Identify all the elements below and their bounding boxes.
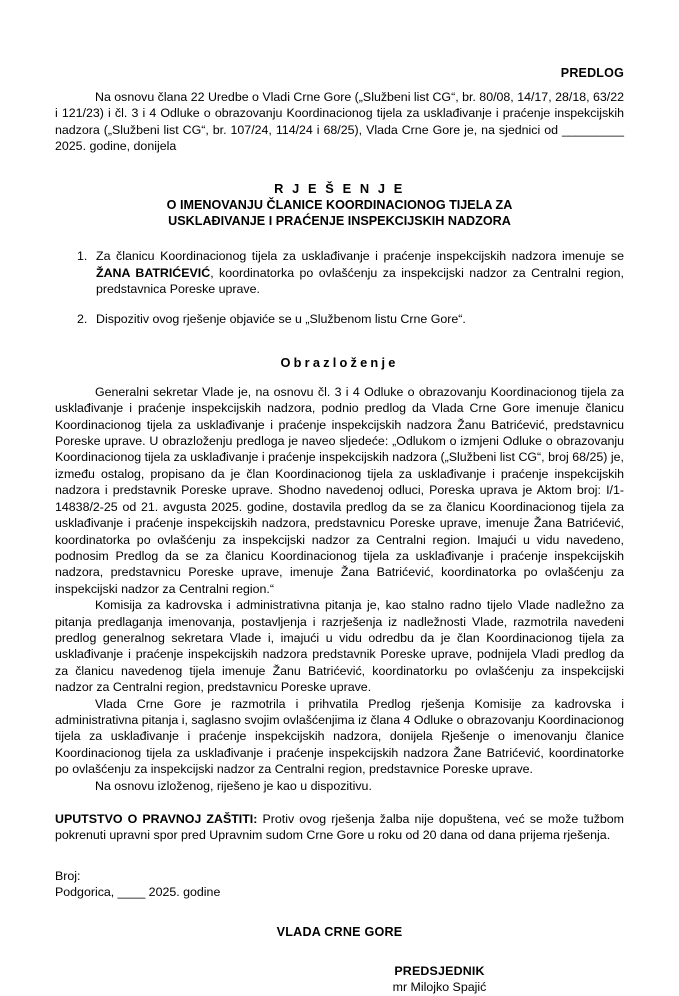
government-name: VLADA CRNE GORE [276, 925, 403, 940]
list-item [55, 311, 624, 327]
title-line-1: R J E Š E N J E [274, 180, 405, 196]
signature-title: PREDSJEDNIK [394, 964, 485, 979]
document-content [55, 0, 624, 996]
list-item-text-after: , koordinatorka po ovlašćenju za inspekcijski nadzor za Centralni region, predstavnica Poreske uprave. [96, 265, 624, 297]
document-number-label: Broj: [55, 868, 81, 883]
legal-notice-text: Protiv ovog rješenja žalba nije dopuštena, već se može tužbom pokrenuti upravni spor pred Upravnim sudom Crne Gore u roku od 20 dana od dana prijema rješenja. [55, 812, 625, 843]
list-item-number: 2. [77, 312, 88, 327]
spacer [55, 81, 624, 89]
signature-block [55, 963, 624, 996]
document-title [55, 181, 624, 230]
list-item [55, 248, 624, 297]
list-item-text: Dispozitiv ovog rješenje objaviće se u „Službenom listu Crne Gore“. [96, 312, 466, 327]
signature-name: mr Milojko Spajić [392, 980, 487, 995]
place-and-date: Podgorica, ____ 2025. godine [55, 885, 221, 900]
explanation-paragraph: Na osnovu izloženog, riješeno je kao u dispozitivu. [95, 778, 372, 793]
explanation-paragraph: Vlada Crne Gore je razmotrila i prihvatila Predlog rješenja Komisije za kadrovska i administrativna pitanja i, saglasno svojim ovlašćenjima iz člana 4 Odluke o obrazovanju Koordinacionog tijela za usklađivanje i praćenje inspekcijskih nadzora, donijela Rješenje o imenovanju članice Koordinacionog tijela za usklađivanje i praćenje inspekcijskih nadzora Žane Batrićević, koordinatorke po ovlašćenju za inspekcijski nadzor za Centralni region, predstavnice Poreske uprave. [55, 696, 624, 777]
appointee-name: ŽANA BATRIĆEVIĆ [96, 265, 211, 280]
explanation-paragraph: Generalni sekretar Vlade je, na osnovu čl. 3 i 4 Odluke o obrazovanju Koordinacionog tijela za usklađivanje i praćenje inspekcijskih nadzora, podnio predlog da Vlada Crne Gore imenuje članicu Koordinacionog tijela za usklađivanje i praćenje inspekcijskih nadzora Žanu Batrićević, predstavnicu Poreske uprave. U obrazloženju predloga je naveo sljedeće: „Odlukom o izmjeni Odluke o obrazovanju Koordinacionog tijela za usklađivanje i praćenje inspekcijskih nadzora („Službeni list CG“, broj 68/25) je, između ostalog, propisano da je član Koordinacionog tijela za usklađivanje i praćenje inspekcijskih nadzora i predstavnik Poreske uprave. Shodno navedenoj odluci, Poreska uprava je Aktom broj: I/1-14838/2-25 od 21. avgusta 2025. godine, dostavila predlog da se za članicu Koordinacionog tijela za usklađivanje i praćenje inspekcijskih nadzora, predstavnicu Poreske uprave, imenuje Žana Batrićević, koordinatorka po ovlašćenju za inspekcijski nadzor za Centralni region. Imajući u vidu navedeno, podnosim Predlog da se za članicu Koordinacionog tijela za usklađivanje i praćenje inspekcijskih nadzora, predstavnicu Poreske uprave, imenuje Žana Batrićević, koordinatorka po ovlašćenju za inspekcijski nadzor za Centralni region.“ [55, 384, 624, 596]
explanation-paragraph: Komisija za kadrovska i administrativna pitanja je, kao stalno radno tijelo Vlade nadležno za pitanja predlaganja imenovanja, postavljenja i razrješenja iz nadležnosti Vlade, razmotrila navedeni predlog generalnog sekretara Vlade i, imajući u vidu odredbu da je član Koordinacionog tijela za usklađivanje i praćenje inspekcijskih nadzora predstavnik Poreske uprave, podnijela Vladi predlog da za članicu navedenog tijela imenuje Žanu Batrićević, koordinatorku po ovlašćenju za inspekcijski nadzor za Centralni region, predstavnicu Poreske uprave. [55, 598, 624, 695]
title-line-3: USKLAĐIVANJE I PRAĆENJE INSPEKCIJSKIH NADZORA [168, 214, 511, 229]
intro-paragraph: Na osnovu člana 22 Uredbe o Vladi Crne Gore („Službeni list CG“, br. 80/08, 14/17, 28/18, 63/22 i 121/23) i čl. 3 i 4 Odluke o obrazovanju Koordinacionog tijela za usklađivanje i praćenje inspekcijskih nadzora („Službeni list CG“, br. 107/24, 114/24 i 68/25), Vlada Crne Gore je, na sjednici od _________ 2025. godine, donijela [55, 90, 624, 154]
document-label-predlog: PREDLOG [560, 66, 624, 80]
title-line-2: O IMENOVANJU ČLANICE KOORDINACIONOG TIJELA ZA [166, 197, 513, 212]
legal-notice [55, 811, 624, 844]
legal-notice-label: UPUTSTVO O PRAVNOJ ZAŠTITI: [55, 812, 258, 827]
list-item-number: 1. [77, 249, 88, 264]
explanation-heading: Obrazloženje [280, 354, 399, 370]
dispositive-list [55, 248, 624, 328]
footer-meta [55, 868, 624, 901]
explanation-body [55, 384, 624, 794]
list-item-text-before: Za članicu Koordinacionog tijela za usklađivanje i praćenje inspekcijskih nadzora imenuje se [96, 249, 624, 264]
